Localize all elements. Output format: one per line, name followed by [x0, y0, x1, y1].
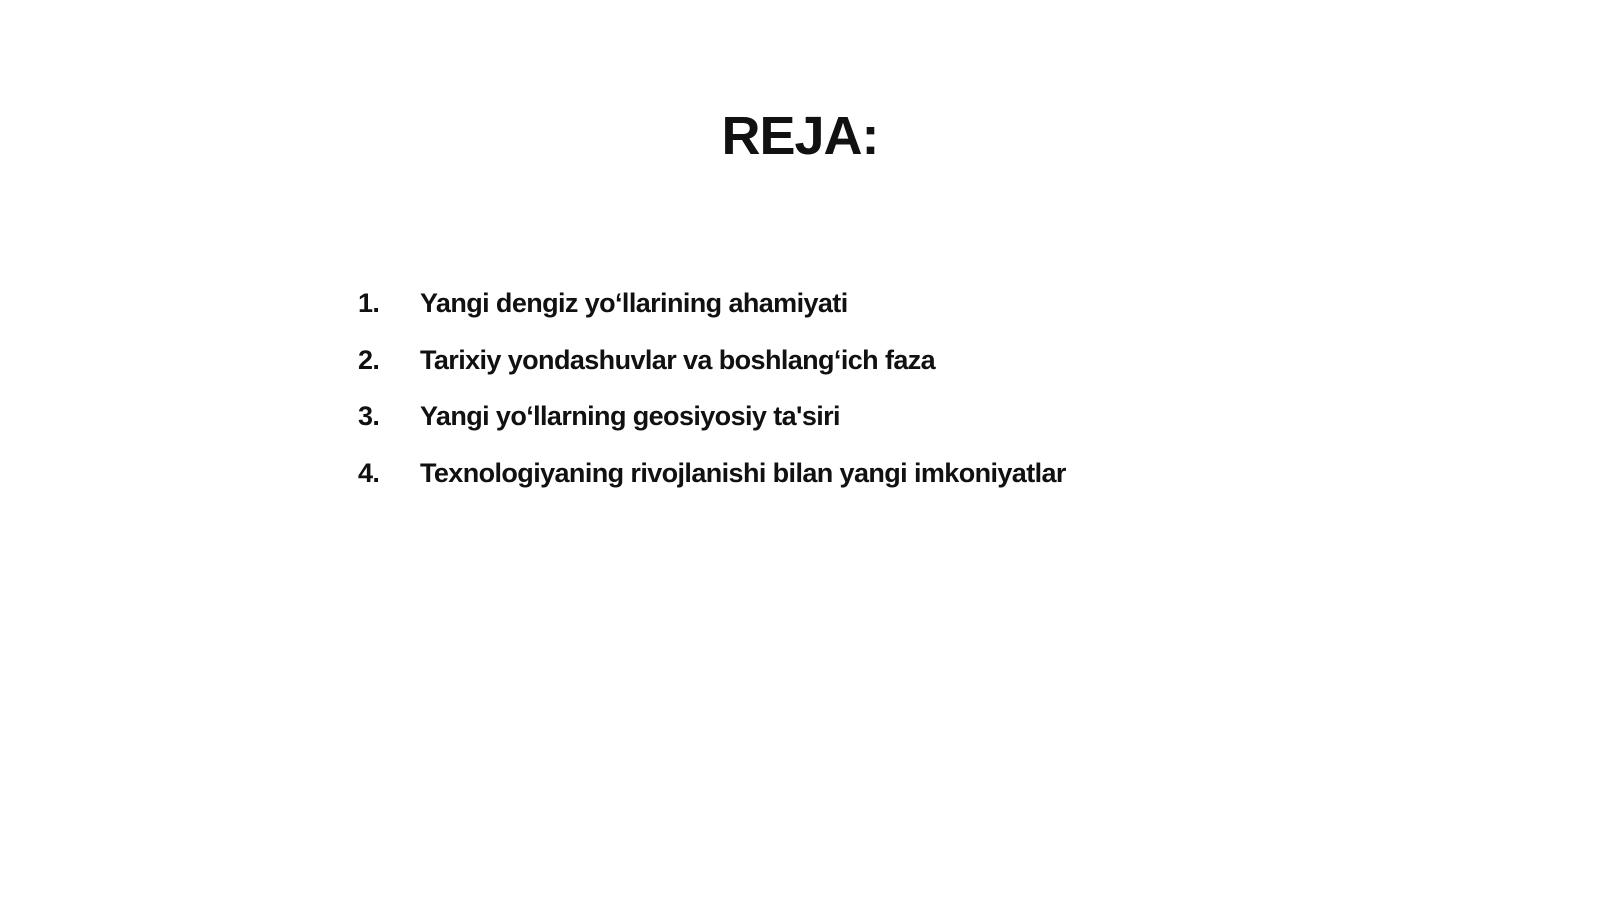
- plan-item-number: 3.: [358, 401, 380, 431]
- plan-item-text: Yangi yo‘llarning geosiyosiy ta'siri: [420, 401, 840, 431]
- plan-item-number: 1.: [358, 288, 380, 318]
- plan-list: [358, 288, 1066, 514]
- plan-item-number: 4.: [358, 457, 380, 488]
- plan-item-1: [358, 288, 1066, 345]
- plan-item-2: [358, 345, 1066, 402]
- plan-item-3: [358, 401, 1066, 458]
- slide-title: REJA:: [721, 106, 879, 166]
- plan-item-text: Texnologiyaning rivojlanishi bilan yangi imkoniyatlar: [420, 457, 1066, 488]
- plan-item-text: Yangi dengiz yo‘llarining ahamiyati: [420, 288, 848, 318]
- plan-item-text: Tarixiy yondashuvlar va boshlang‘ich faza: [420, 344, 936, 375]
- plan-item-number: 2.: [358, 344, 380, 375]
- plan-item-4: [358, 458, 1066, 515]
